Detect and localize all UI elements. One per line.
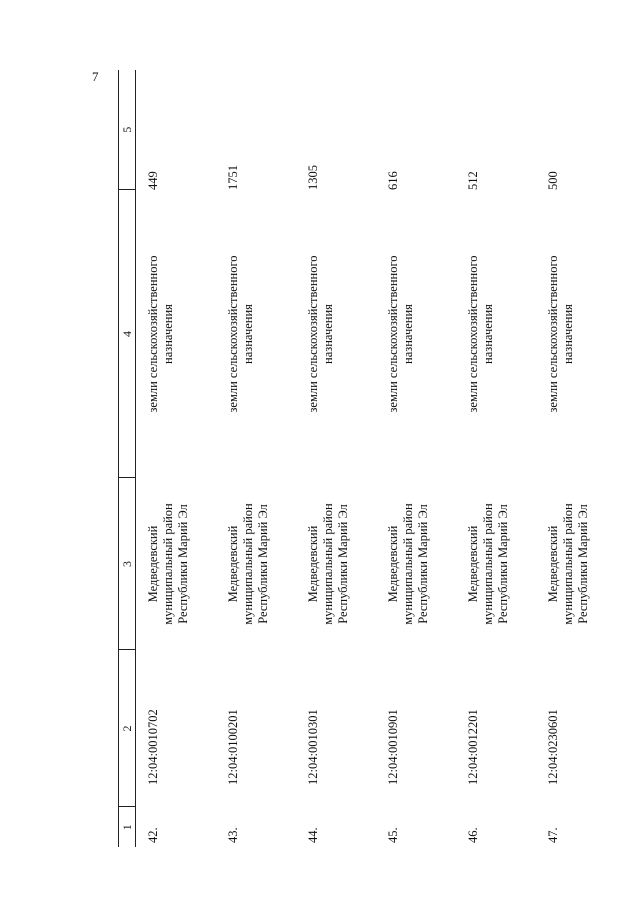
category-line: земли сельскохозяйственного	[386, 255, 400, 413]
land-plots-table-rotated	[118, 70, 590, 847]
cadastral-number: 12:04:0230601	[546, 709, 560, 785]
table-row	[536, 70, 616, 847]
municipality	[536, 478, 616, 650]
category-line: земли сельскохозяйственного	[546, 255, 560, 413]
category-line: земли сельскохозяйственного	[146, 255, 160, 413]
land-plots-table	[118, 70, 616, 847]
cadastral-number: 12:04:0100201	[226, 709, 240, 785]
municipality-line: муниципальный район	[241, 503, 255, 625]
table-header-row	[119, 70, 136, 847]
row-number: 45.	[386, 827, 400, 843]
municipality-line: муниципальный район	[161, 503, 175, 625]
category-line: назначения	[241, 304, 255, 364]
row-number: 46.	[466, 827, 480, 843]
municipality-line: Медведевский	[226, 525, 240, 603]
row-number: 44.	[306, 827, 320, 843]
category-line: назначения	[481, 304, 495, 364]
header-col-3: 3	[119, 478, 136, 650]
cadastral-number: 12:04:0010301	[306, 709, 320, 785]
municipality-line: муниципальный район	[401, 503, 415, 625]
category-line: земли сельскохозяйственного	[306, 255, 320, 413]
table-row	[456, 70, 536, 847]
municipality-line: муниципальный район	[321, 503, 335, 625]
municipality-line: Республики Марий Эл	[576, 504, 590, 624]
area-value: 616	[386, 171, 400, 190]
category-line: земли сельскохозяйственного	[226, 255, 240, 413]
municipality-line: Медведевский	[306, 525, 320, 603]
land-category	[536, 190, 616, 478]
municipality	[296, 478, 376, 650]
category-line: назначения	[561, 304, 575, 364]
row-number: 47.	[546, 827, 560, 843]
table-row	[216, 70, 296, 847]
category-line: назначения	[321, 304, 335, 364]
municipality-line: Республики Марий Эл	[176, 504, 190, 624]
area-value: 449	[146, 171, 160, 190]
cadastral-number: 12:04:0012201	[466, 709, 480, 785]
area-value: 1751	[226, 165, 240, 190]
table-row	[376, 70, 456, 847]
row-number: 43.	[226, 827, 240, 843]
municipality-line: Медведевский	[146, 525, 160, 603]
header-col-4: 4	[119, 190, 136, 478]
municipality-line: Республики Марий Эл	[496, 504, 510, 624]
municipality-line: Медведевский	[466, 525, 480, 603]
header-col-5: 5	[119, 70, 136, 190]
table-row	[296, 70, 376, 847]
municipality-line: Медведевский	[546, 525, 560, 603]
area-value: 500	[546, 171, 560, 190]
municipality-line: Республики Марий Эл	[336, 504, 350, 624]
municipality	[456, 478, 536, 650]
area-value: 512	[466, 171, 480, 190]
land-category	[456, 190, 536, 478]
table-row	[136, 70, 217, 847]
land-category	[216, 190, 296, 478]
land-category	[136, 190, 217, 478]
category-line: назначения	[401, 304, 415, 364]
category-line: земли сельскохозяйственного	[466, 255, 480, 413]
cadastral-number: 12:04:0010901	[386, 709, 400, 785]
municipality	[136, 478, 217, 650]
municipality	[216, 478, 296, 650]
municipality-line: Медведевский	[386, 525, 400, 603]
cadastral-number: 12:04:0010702	[146, 709, 160, 785]
municipality	[376, 478, 456, 650]
municipality-line: Республики Марий Эл	[256, 504, 270, 624]
row-number: 42.	[146, 827, 160, 843]
land-category	[296, 190, 376, 478]
municipality-line: Республики Марий Эл	[416, 504, 430, 624]
land-category	[376, 190, 456, 478]
category-line: назначения	[161, 304, 175, 364]
page-number: 7	[92, 69, 99, 84]
header-col-1: 1	[119, 807, 136, 847]
municipality-line: муниципальный район	[481, 503, 495, 625]
header-col-2: 2	[119, 650, 136, 807]
area-value: 1305	[306, 165, 320, 190]
municipality-line: муниципальный район	[561, 503, 575, 625]
